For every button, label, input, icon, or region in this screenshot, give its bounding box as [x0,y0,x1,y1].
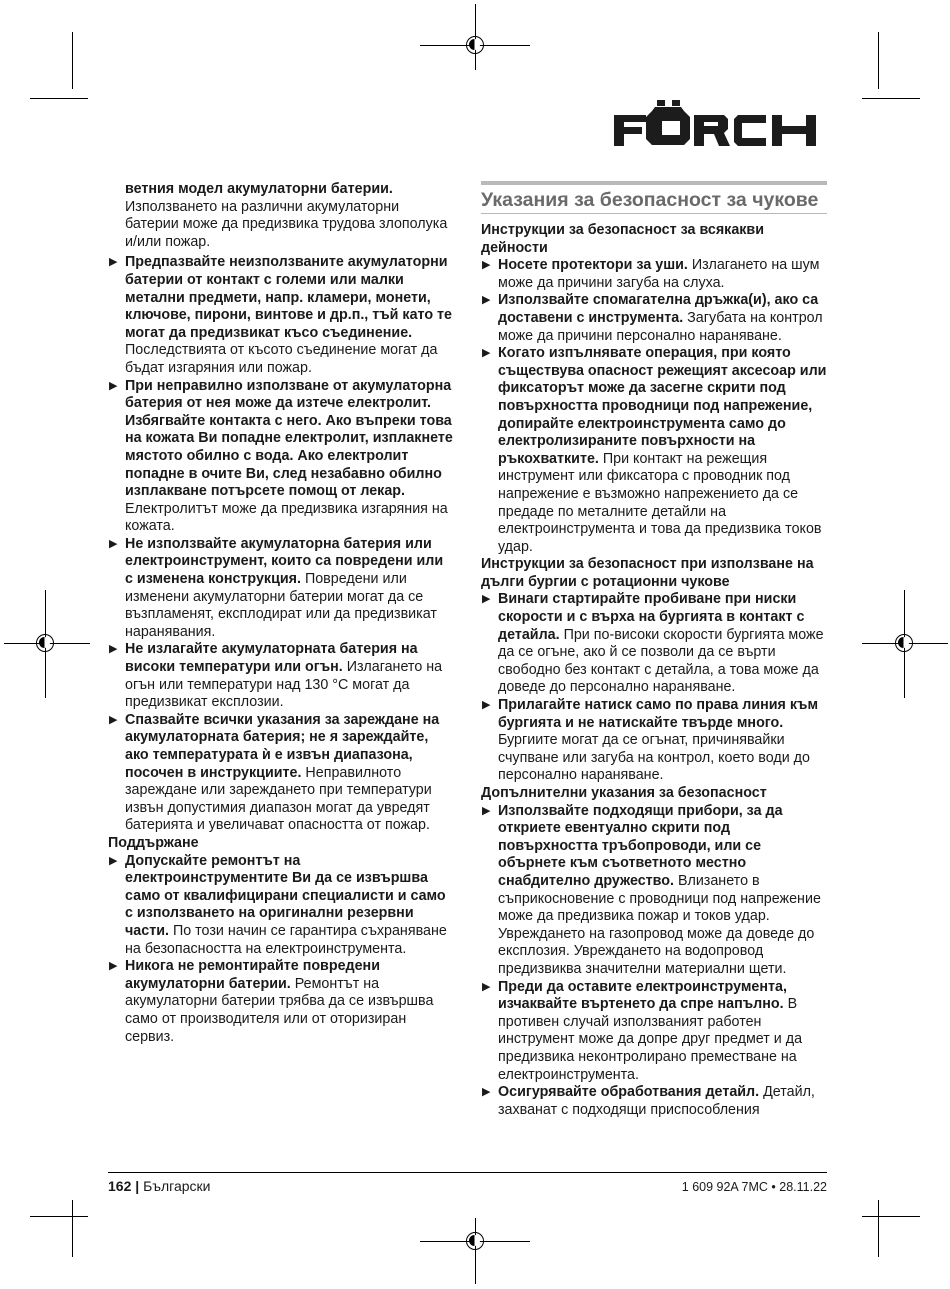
sub3-heading: Допълнителни указания за безопасност [481,785,767,801]
bullet-arrow-icon: ▶ [482,347,491,360]
registration-mark-icon [36,634,54,652]
section-title: Указания за безопасност за чукове [481,181,827,212]
crop-mark [862,98,920,99]
right-column [481,222,827,1119]
bullet-text: Излагането на огън или температури над 130 °C могат да предизвикат експлозии. [125,659,443,711]
bullet-bold-text: При неправилно използване от акумулаторна батерия от нея може да изтече електролит. Избягвайте контакта с него. Ако въпреки това на кожата Ви попадне електролит, изплакнете мястото обилно с вода. Ако електролит попадне в очите Ви, след незабавно обилно изплакване потърсете помощ от лекар. [125,377,453,500]
crop-mark [72,1200,73,1257]
maintenance-heading: Поддържане [108,834,199,851]
bullet-bold-text: Носете протектори за уши. [498,257,688,274]
bullet-text: Излагането на шум може да причини загуба на слуха. [498,257,820,291]
bullet-arrow-icon: ▶ [109,537,118,550]
bullet-arrow-icon: ▶ [482,259,491,272]
crop-mark [475,1218,476,1284]
bullet-bold-text: Преди да оставите електроинструмента, изчаквайте въртенето да спре напълно. [498,978,787,1013]
registration-mark-icon [466,36,484,54]
crop-mark [30,1216,88,1217]
bullet-text: Детайл, захванат с подходящи приспособления [498,1084,815,1118]
bullet-arrow-icon: ▶ [109,643,118,656]
bullet-arrow-icon: ▶ [482,1086,491,1099]
bullet-text: В противен случай използваният работен инструмент може да допре друг предмет и да предизвика неконтролирано преместване на електроинструмента. [498,996,803,1083]
intro-paragraph [108,181,454,251]
footer-left [108,1178,211,1194]
bullet-text: Електролитът може да предизвика изгаряния на кожата. [125,500,448,535]
bullet-item [108,853,454,959]
bullet-bold-text: Когато изпълнявате операция, при която съществува опасност режещият аксесоар или фиксаторът може да засегне скрити под повърхността проводници под напрежение, допирайте електроинструмента само до електролизираните повърхности на ръкохватките. [498,345,827,467]
crop-mark [878,32,879,89]
bullet-item [481,803,827,979]
bullet-bold-text: Предпазвайте неизползваните акумулаторни батерии от контакт с големи или малки метални предмети, напр. кламери, монети, ключове, пирони, винтове и др.п., тъй като те могат да предизвикат късо съединение. [125,254,453,341]
bullet-text: При по-високи скорости бургията може да се огъне, ако й се позволи да се върти свободно без контакт с детайла, а това може да доведе до персонално нараняване. [498,626,824,696]
bullet-text: Загубата на контрол може да причини персонално нараняване. [498,309,823,344]
bullet-item [108,958,454,1046]
bullet-bold-text: Използвайте подходящи прибори, за да откриете евентуално скрити под повърхността тръбопроводи, или се обърнете към съответното местно снабдително дружество. [498,802,783,889]
bullet-item [481,697,827,785]
bullet-bold-text: Не излагайте акумулаторната батерия на високи температури или огън. [125,641,418,676]
bullet-arrow-icon: ▶ [482,593,491,606]
bullet-bold-text: Допускайте ремонтът на електроинструментите Ви да се извършва само от квалифицирани специалисти и само с използването на оригинални резервни части. [125,852,446,939]
bullet-arrow-icon: ▶ [109,854,118,867]
bullet-arrow-icon: ▶ [482,804,491,817]
bullet-item [481,591,827,697]
bullet-item [481,979,827,1085]
bullet-bold-text: Прилагайте натиск само по права линия към бургията и не натискайте твърде много. [498,697,819,731]
footer-language: Български [143,1178,211,1194]
bullet-item [481,1084,827,1119]
bullet-item [481,345,827,556]
bullet-text: При контакт на режещия инструмент или фиксатора с проводник под напрежение е възможно напрежението да се предаде по металните детайли на електроинструмента и това да предизвика токов удар. [498,450,822,555]
bullet-text: Повредени или изменени акумулаторни батерии могат да се възпламенят, експлодират или да предизвикат наранявания. [125,571,437,640]
bullet-text: Неправилното зареждане или зареждането при температури извън допустимия диапазон могат да увредят батерията и увеличават опасността от пожар. [125,764,432,834]
section-title-rule [481,213,827,214]
bullet-arrow-icon: ▶ [109,713,118,726]
sub1-heading: Инструкции за безопасност за всякакви дейности [481,222,765,256]
registration-mark-icon [466,1232,484,1250]
bullet-item [108,641,454,711]
registration-mark-icon [895,634,913,652]
bullet-item [108,712,454,835]
bullet-arrow-icon: ▶ [109,256,118,269]
bullet-item [108,536,454,642]
crop-mark [30,98,88,99]
crop-mark [72,32,73,89]
bullet-bold-text: Използвайте спомагателна дръжка(и), ако са доставени с инструмента. [498,292,819,326]
bullet-bold-text: Винаги стартирайте пробиване при ниски скорости и с върха на бургията в контакт с детайла. [498,591,805,643]
bullet-bold-text: Спазвайте всички указания за зареждане на акумулаторната батерия; не я зареждайте, ако температурата ѝ е извън диапазона, посочен в инструкциите. [125,711,440,781]
bullet-item [108,254,454,377]
sub2-heading: Инструкции за безопасност при използване на дълги бургии с ротационни чукове [481,556,814,590]
forch-logo [612,99,827,147]
intro-text: Използването на различни акумулаторни батерии може да предизвика трудова злополука и/или пожар. [125,198,448,250]
bullet-arrow-icon: ▶ [482,699,491,712]
bullet-bold-text: Никога не ремонтирайте повредени акумулаторни батерии. [125,958,380,992]
bullet-text: Влизането в съприкосновение с проводници под напрежение може да предизвика пожар и токов удар. Увреждането на газопровод може да доведе до експлозия. Увреждането на водопровод предизвиква значителни материални щети. [498,872,821,977]
left-column [108,181,454,1046]
bullet-arrow-icon: ▶ [109,960,118,973]
footer-rule [108,1172,827,1173]
bullet-arrow-icon: ▶ [482,980,491,993]
bullet-text: Ремонтът на акумулаторни батерии трябва да се извършва само от производителя или от оторизиран сервиз. [125,975,434,1045]
crop-mark [862,1216,920,1217]
doc-code: 1 609 92A 7MC • 28.11.22 [681,1180,827,1194]
page-number: 162 [108,1178,132,1194]
bullet-item [481,257,827,292]
bullet-arrow-icon: ▶ [482,294,491,307]
intro-bold: ветния модел акумулаторни батерии. [125,181,393,197]
bullet-text: Бургиите могат да се огънат, причинявайки счупване или загуба на контрол, което води до персонално нараняване. [498,732,810,784]
bullet-item [108,378,454,536]
bullet-text: По този начин се гарантира съхраняване на безопасността на електроинструмента. [125,922,447,957]
crop-mark [878,1200,879,1257]
bullet-item [481,292,827,345]
bullet-text: Последствията от късото съединение могат да бъдат изгаряния или пожар. [125,342,438,376]
bullet-arrow-icon: ▶ [109,379,118,392]
footer-separator: | [135,1178,140,1194]
bullet-bold-text: Осигурявайте обработвания детайл. [498,1084,760,1101]
bullet-bold-text: Не използвайте акумулаторна батерия или електроинструмент, които са повредени или с изменена конструкция. [125,535,444,588]
